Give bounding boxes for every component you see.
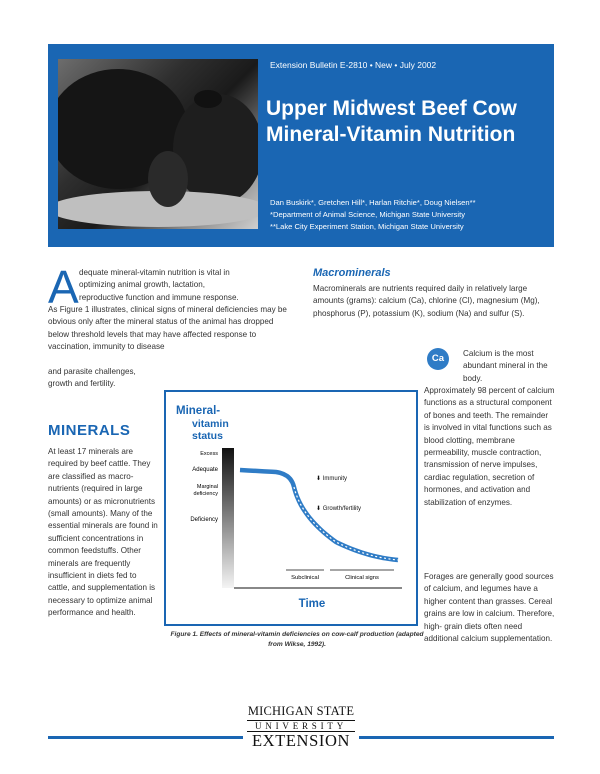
figure-title-line-1: Mineral- <box>176 405 221 417</box>
cattle-photo <box>58 59 258 229</box>
level-deficiency: Deficiency <box>190 517 218 523</box>
annotation-growth-fertility: ⬇ Growth/fertility <box>316 506 362 512</box>
figure-title-line-2: vitamin <box>192 418 229 430</box>
authors-block <box>270 197 550 233</box>
status-curve <box>240 470 398 560</box>
calcium-forages-paragraph: Forages are generally good sources of calcium, and legumes have a higher content than grasses. Cereal grains are low in calcium. Therefore, high- grain diets often need additional calcium supplementation. <box>424 572 555 644</box>
status-gradient-bar <box>222 448 234 588</box>
macrominerals-heading: Macrominerals <box>313 267 391 279</box>
intro-paragraph: As Figure 1 illustrates, clinical signs of mineral deficiencies may be obvious only after the mineral status of the animal has dropped below threshold levels that may have affected response to vaccination, immunity to disease <box>48 305 287 352</box>
figure-x-label: Time <box>298 598 326 610</box>
calcium-lead: Calcium is the most abundant mineral in the body. <box>463 349 548 383</box>
phase-clinical-signs: Clinical signs <box>345 575 379 581</box>
msu-extension-logo <box>243 704 359 749</box>
level-marginal: Marginal <box>196 484 218 490</box>
authors: Dan Buskirk*, Gretchen Hill*, Harlan Ritchie*, Doug Nielsen** <box>270 198 476 207</box>
affiliation-1: *Department of Animal Science, Michigan State University <box>270 210 465 219</box>
level-marginal-deficiency: deficiency <box>193 491 218 497</box>
affiliation-2: **Lake City Experiment Station, Michigan State University <box>270 222 464 231</box>
minerals-heading: MINERALS <box>48 422 131 439</box>
logo-line-2: UNIVERSITY <box>247 720 355 732</box>
level-adequate: Adequate <box>192 467 218 473</box>
intro-first-lines <box>79 267 289 304</box>
bulletin-info: Extension Bulletin E-2810 • New • July 2002 <box>270 60 437 70</box>
figure-1 <box>164 390 418 626</box>
annotation-immunity: ⬇ Immunity <box>316 476 348 482</box>
figure-title-line-3: status <box>192 430 223 442</box>
document-title: Upper Midwest Beef Cow Mineral-Vitamin Nutrition <box>266 97 517 146</box>
minerals-paragraph: At least 17 minerals are required by beef cattle. They are classified as macro-nutrients (required in large amounts) or as micronutrients (small amounts). Many of the essential minerals are found in sufficient concentrations in common feedstuffs. Other minerals are frequently insufficient in diets fed to cattle, and supplementation is necessary to optimize animal performance and health. <box>48 447 158 618</box>
drop-cap: A <box>48 261 79 313</box>
figure-caption: Figure 1. Effects of mineral-vitamin deficiencies on cow-calf production (adapted from Wikse, 1992). <box>170 631 424 648</box>
intro-paragraph-tail: and parasite challenges, growth and fertility. <box>48 367 136 389</box>
macrominerals-paragraph: Macrominerals are nutrients required daily in relatively large amounts (grams): calcium (Ca), chlorine (Cl), magnesium (Mg), phosphorus (P), potassium (K), sodium (Na) and sulfur (S). <box>313 284 540 318</box>
figure-1-diagram <box>166 392 416 624</box>
phase-subclinical: Subclinical <box>291 575 319 581</box>
intro-line-2: optimizing animal growth, lactation, <box>79 280 205 290</box>
intro-line-1: dequate mineral-vitamin nutrition is vital in <box>79 268 230 277</box>
level-excess: Excess <box>200 451 218 457</box>
intro-line-3: reproductive function and immune response. <box>79 292 239 302</box>
calcium-paragraph: Approximately 98 percent of calcium functions as a structural component of bones and teeth. The remainder is involved in vital functions such as blood clotting, membrane permeability, muscle contraction, transmission of nerve impulses, cardiac regulation, secretion of hormones, and activation and stabilization of enzymes. <box>424 386 555 507</box>
logo-line-1: MICHIGAN STATE <box>247 704 355 718</box>
logo-line-3: EXTENSION <box>252 731 350 750</box>
calcium-badge-icon: Ca <box>427 348 449 370</box>
